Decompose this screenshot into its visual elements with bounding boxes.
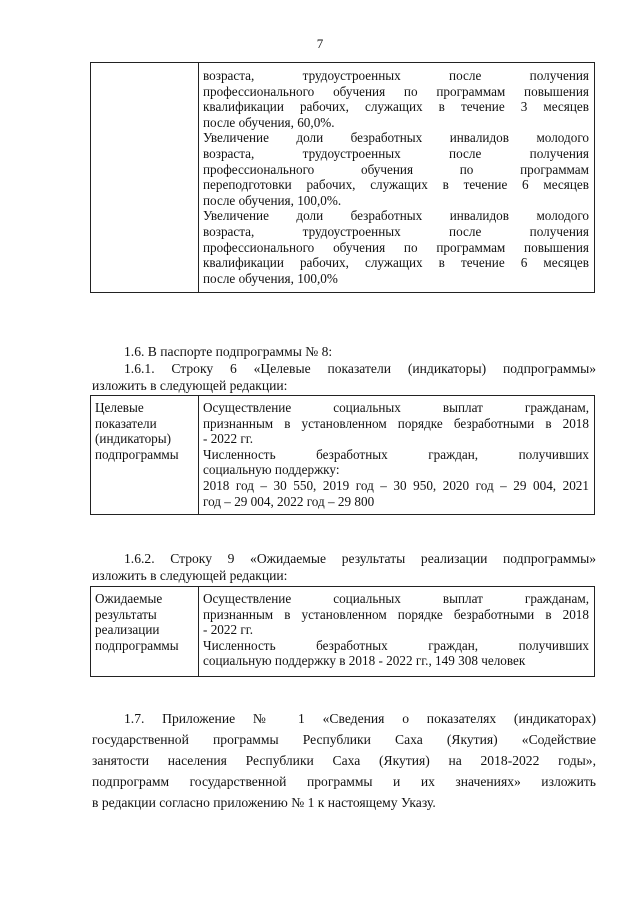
text-line: профессионального обучения по программам xyxy=(203,161,589,177)
page-number: 7 xyxy=(316,36,324,51)
text-line: после обучения, 60,0%. xyxy=(203,114,335,130)
text-line: квалификации рабочих, служащих в течение 6 месяцев xyxy=(203,255,589,271)
text-line: 2018 год – 30 550, 2019 год – 30 950, 2020 год – 29 004, 2021 xyxy=(203,477,589,493)
text-line: после обучения, 100,0% xyxy=(203,270,338,286)
section-1-6-1 xyxy=(92,360,596,394)
section-1-6 xyxy=(92,343,596,360)
text-line: признанным в установленном порядке безработными в 2018 xyxy=(203,606,589,622)
text-line: занятости населения Республики Саха (Якутия) на 2018-2022 годы», xyxy=(92,753,596,768)
text-line: изложить в следующей редакции: xyxy=(92,378,288,393)
text-line: профессионального обучения по программам повышения xyxy=(203,239,589,255)
label-line: подпрограммы xyxy=(95,637,179,653)
indicators-continuation-table xyxy=(90,62,595,293)
text-line: государственной программы Республики Саха (Якутия) «Содействие xyxy=(92,732,596,747)
text-line: 1.6.1. Строку 6 «Целевые показатели (индикаторы) подпрограммы» xyxy=(124,361,596,376)
label-line: показатели xyxy=(95,415,157,431)
label-line: Целевые xyxy=(95,400,144,415)
label-line: Ожидаемые xyxy=(95,591,163,606)
text-line: Осуществление социальных выплат гражданам, xyxy=(203,400,589,415)
indicator-block-3 xyxy=(203,208,589,286)
text-line: социальную поддержку в 2018 - 2022 гг., 149 308 человек xyxy=(203,653,526,669)
section-1-7 xyxy=(92,708,596,813)
indicator-block-1 xyxy=(203,68,589,130)
section-1-6-heading: 1.6. В паспорте подпрограммы № 8: xyxy=(124,344,333,359)
text-line: Численность безработных граждан, получивших xyxy=(203,446,589,462)
text-line: год – 29 004, 2022 год – 29 800 xyxy=(203,493,375,509)
label-line: (индикаторы) xyxy=(95,431,172,447)
text-line: социальную поддержку: xyxy=(203,462,340,478)
text-line: подпрограмм государственной программы и их значениях» изложить xyxy=(92,774,596,789)
label-line: реализации xyxy=(95,622,160,638)
text-line: возраста, трудоустроенных после получения xyxy=(203,223,589,239)
text-line: изложить в следующей редакции: xyxy=(92,568,288,583)
text-line: Увеличение доли безработных инвалидов молодого xyxy=(203,130,589,146)
empty-label-cell xyxy=(91,63,199,293)
expected-results-table xyxy=(90,586,595,677)
text-line: - 2022 гг. xyxy=(203,431,253,447)
expected-label-cell xyxy=(91,587,199,677)
section-1-6-2 xyxy=(92,550,596,584)
text-line: признанным в установленном порядке безработными в 2018 xyxy=(203,415,589,431)
text-line: 1.6.2. Строку 9 «Ожидаемые результаты реализации подпрограммы» xyxy=(124,551,596,566)
label-line: результаты xyxy=(95,606,157,622)
text-line: Численность безработных граждан, получивших xyxy=(203,637,589,653)
text-line: 1.7. Приложение № 1 «Сведения о показателях (индикаторах) xyxy=(124,711,596,726)
text-line: - 2022 гг. xyxy=(203,622,253,638)
text-line: Осуществление социальных выплат гражданам, xyxy=(203,591,589,606)
text-line: в редакции согласно приложению № 1 к настоящему Указу. xyxy=(92,795,436,810)
target-indicators-table xyxy=(90,395,595,515)
text-line: после обучения, 100,0%. xyxy=(203,192,342,208)
text-line: возраста, трудоустроенных после получения xyxy=(203,145,589,161)
text-line: квалификации рабочих, служащих в течение 3 месяцев xyxy=(203,99,589,115)
text-line: профессионального обучения по программам повышения xyxy=(203,83,589,99)
text-line: переподготовки рабочих, служащих в течение 6 месяцев xyxy=(203,177,589,193)
text-line: Увеличение доли безработных инвалидов молодого xyxy=(203,208,589,224)
indicator-text-cell xyxy=(199,63,595,293)
indicator-block-2 xyxy=(203,130,589,208)
text-line: возраста, трудоустроенных после получения xyxy=(203,68,589,83)
target-content-cell xyxy=(199,396,595,515)
expected-content-cell xyxy=(199,587,595,677)
label-line: подпрограммы xyxy=(95,446,179,462)
target-label-cell xyxy=(91,396,199,515)
